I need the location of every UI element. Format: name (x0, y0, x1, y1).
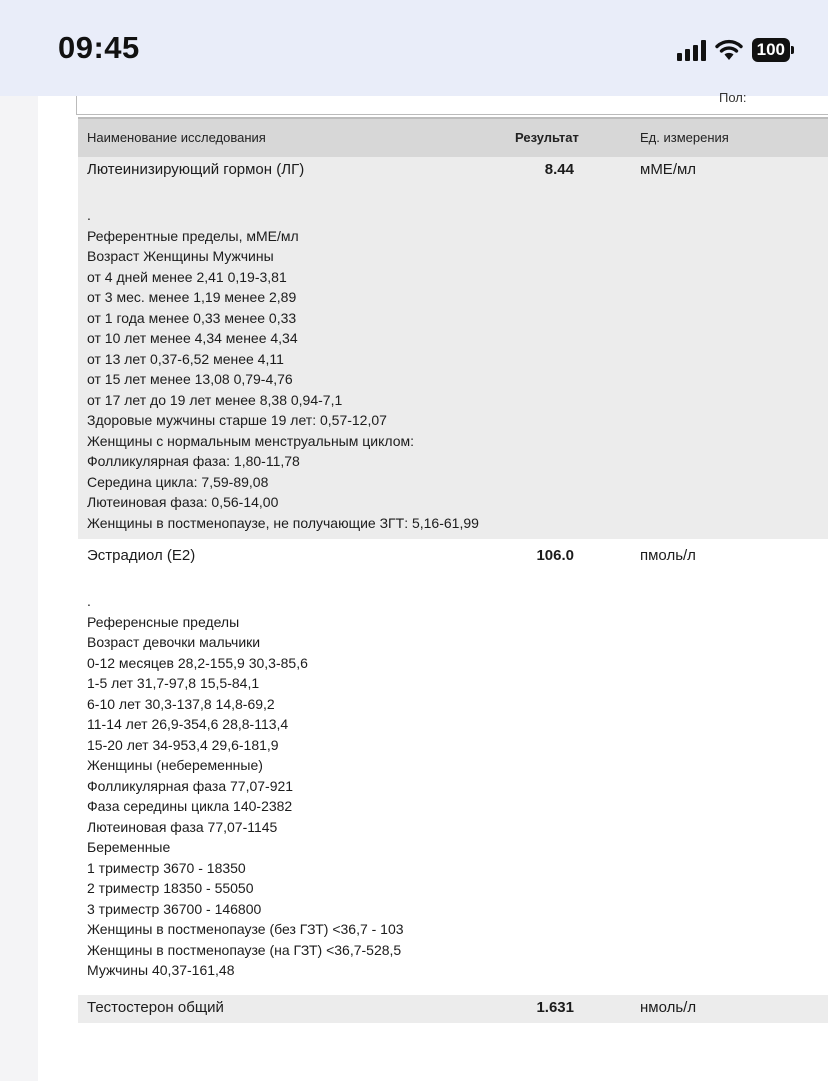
test-name: Лютеинизирующий гормон (ЛГ) (87, 161, 305, 178)
reference-line: . (87, 207, 91, 223)
reference-line: Фаза середины цикла 140-2382 (87, 798, 293, 814)
reference-line: Беременные (87, 839, 171, 855)
test-unit: мМЕ/мл (640, 161, 697, 178)
table-header (78, 117, 828, 157)
header-result: Результат (515, 130, 579, 145)
reference-ranges (78, 569, 828, 981)
table-row (78, 157, 828, 539)
lab-report-page (38, 90, 828, 1081)
reference-line: Лютеиновая фаза: 0,56-14,00 (87, 494, 279, 510)
sex-label: Пол: (719, 90, 747, 105)
clock-time: 09:45 (58, 30, 140, 65)
reference-line: Лютеиновая фаза 77,07-1145 (87, 818, 278, 835)
reference-line: 3 триместр 36700 - 146800 (87, 900, 262, 917)
reference-line: Референсные пределы (87, 613, 240, 630)
reference-line: от 17 лет до 19 лет менее 8,38 0,94-7,1 (87, 391, 343, 408)
reference-line: Женщины в постменопаузе (без ГЗТ) <36,7 - 103 (87, 921, 404, 937)
reference-line: от 1 года менее 0,33 менее 0,33 (87, 309, 297, 326)
reference-line: Женщины (небеременные) (87, 757, 263, 773)
test-result: 8.44 (544, 161, 574, 178)
reference-line: от 4 дней менее 2,41 0,19-3,81 (87, 268, 287, 285)
status-icons (677, 36, 794, 64)
reference-line: от 13 лет 0,37-6,52 менее 4,11 (87, 350, 284, 367)
reference-line: Здоровые мужчины старше 19 лет: 0,57-12,07 (87, 412, 387, 428)
reference-line: Женщины в постменопаузе, не получающие ЗГТ: 5,16-61,99 (87, 514, 479, 531)
reference-line: Женщины с нормальным менструальным циклом: (87, 432, 415, 449)
patient-info-frame (76, 90, 828, 115)
reference-line: 15-20 лет 34-953,4 29,6-181,9 (87, 736, 279, 753)
test-unit: нмоль/л (640, 998, 697, 1016)
reference-line: 1-5 лет 31,7-97,8 15,5-84,1 (87, 675, 260, 691)
test-unit: пмоль/л (640, 547, 696, 564)
reference-line: Возраст Женщины Мужчины (87, 248, 274, 264)
header-unit: Ед. измерения (640, 130, 729, 145)
test-name: Тестостерон общий (87, 998, 224, 1016)
battery-icon (752, 38, 794, 62)
reference-line: Возраст девочки мальчики (87, 634, 261, 650)
test-result: 1.631 (536, 998, 574, 1016)
reference-line: от 15 лет менее 13,08 0,79-4,76 (87, 371, 293, 387)
reference-line: от 10 лет менее 4,34 менее 4,34 (87, 330, 298, 346)
battery-level: 100 (752, 38, 790, 62)
reference-line: 6-10 лет 30,3-137,8 14,8-69,2 (87, 695, 275, 712)
reference-line: Фолликулярная фаза 77,07-921 (87, 777, 294, 794)
header-name: Наименование исследования (87, 130, 266, 145)
table-row (78, 539, 828, 987)
test-name: Эстрадиол (Е2) (87, 547, 196, 564)
reference-line: от 3 мес. менее 1,19 менее 2,89 (87, 289, 297, 305)
wifi-icon (714, 38, 744, 62)
reference-line: 0-12 месяцев 28,2-155,9 30,3-85,6 (87, 654, 308, 671)
status-bar (0, 0, 828, 96)
reference-line: Мужчины 40,37-161,48 (87, 962, 235, 978)
reference-line: 2 триместр 18350 - 55050 (87, 880, 254, 896)
reference-line: . (87, 593, 91, 609)
reference-line: Женщины в постменопаузе (на ГЗТ) <36,7-528,5 (87, 941, 402, 958)
signal-icon (677, 39, 706, 61)
test-result: 106.0 (536, 547, 574, 564)
reference-line: 1 триместр 3670 - 18350 (87, 859, 246, 876)
results-table (78, 117, 828, 1023)
reference-ranges (78, 183, 828, 533)
reference-line: Референтные пределы, мМЕ/мл (87, 227, 299, 244)
reference-line: Фолликулярная фаза: 1,80-11,78 (87, 453, 300, 469)
reference-line: 11-14 лет 26,9-354,6 28,8-113,4 (87, 716, 289, 732)
reference-line: Середина цикла: 7,59-89,08 (87, 473, 269, 490)
table-row (78, 995, 828, 1023)
